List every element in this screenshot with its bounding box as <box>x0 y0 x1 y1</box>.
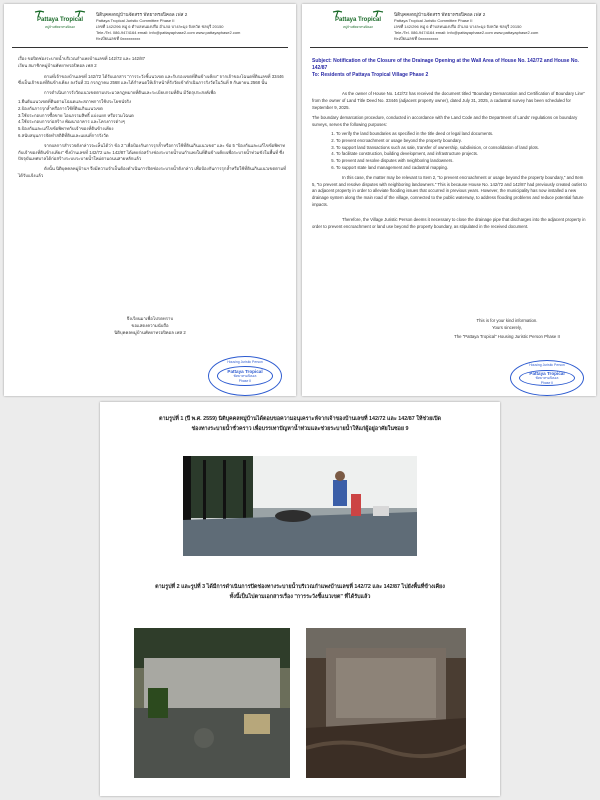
org-taxid: ทะเบียนเลขที่ 0xxxxxxxxx <box>394 36 439 41</box>
thai-recipient: เรียน สมาชิกหมู่บ้านพัทยาทรอปิคอล เฟส 2 <box>18 62 97 68</box>
caption-line: ตามรูปที่ 1 (ปี พ.ศ. 2559) นิติบุคคลหมู่บ้านได้ตอบขอความอนุเคราะห์จากเจ้าของบ้านเลขที่ 142/72 และ 142/87 ให้ช่วยเปิด <box>158 416 441 422</box>
letterhead <box>302 4 596 44</box>
logo-subtitle: หมู่บ้านพัทยาทรอปิคอล <box>343 25 373 29</box>
list-item: 2. To prevent encroachment or usage beyond the property boundary. <box>336 138 588 145</box>
header-rule <box>310 47 588 48</box>
logo-subtitle: หมู่บ้านพัทยาทรอปิคอล <box>45 25 75 29</box>
thai-letter-page <box>4 4 296 396</box>
english-letter-body <box>312 58 588 230</box>
photo-2-closed-wall <box>134 628 290 778</box>
stamp-top: Housing Juristic Person <box>227 360 263 364</box>
english-paragraph-3: In this case, the matter may be relevant to Item 2, "to prevent encroachment or usage beyond the property boundary," and Item 5, "to prevent and resolve disputes with neighboring landowners." This is because House No. 142/72 and 142/87 had previously created outlet to an adjacent property in order to alleviate flooding issues that occurred in previous years. However, the municipality has now installed a new drainage system along the main road of the village, connected to the public waterway, to address flooding problems and reduce potential future impacts. <box>312 174 587 207</box>
english-closing-1: This is for your kind information. <box>476 318 538 323</box>
english-signer: The "Pattaya Tropical" Housing Juristic Person Phase II <box>454 333 560 339</box>
photo-caption-2 <box>110 582 490 602</box>
palm-trees-icon <box>32 9 88 17</box>
list-item: 2.ป้องกันการรุกล้ำหรือการใช้ที่ดินเกินแนวเขต <box>18 105 103 111</box>
logo-name: Pattaya Tropical <box>334 17 382 23</box>
english-signature-block <box>422 318 592 340</box>
stamp-top: Housing Juristic Person <box>529 363 565 367</box>
logo-name: Pattaya Tropical <box>36 17 84 23</box>
closed-wall-image <box>134 628 290 778</box>
english-purpose-list <box>312 131 588 172</box>
caption-line: ตามรูปที่ 2 และรูปที่ 3 ได้มีการดำเนินการปิดช่องทางระบายน้ำบริเวณกำแพงบ้านเลขที่ 142/72 และ 142/87 ไปยังพื้นที่ข้างเคียง <box>155 584 445 590</box>
org-address: เลขที่ 142/296 หมู่ 6 ตำบลหนองปรือ อำเภอ บางละมุง จังหวัด ชลบุรี 20150 <box>96 24 224 29</box>
org-contact: Tele./Tel. 086-9474164 email: info@pattayaphase2.com www.pattayaphase2.com <box>96 30 241 35</box>
thai-paragraph-2: การดำเนินการรังวัดแนวเขตตามประมวลกฎหมายที่ดินและระเบียบกรมที่ดิน มีวัตถุประสงค์เพื่อ <box>44 90 216 96</box>
stamp-thai: พัทยาทรอปิคอล <box>233 374 257 379</box>
org-taxid: ทะเบียนเลขที่ 0xxxxxxxxx <box>96 36 141 41</box>
stamp-bottom: Phase II <box>238 378 252 383</box>
caption-line: ช่องทางระบายน้ำชั่วคราว เพื่อบรรเทาปัญหาน้ำท่วมและช่วยระบายน้ำให้แก่ผู้อยู่อาศัยในซอย 9 <box>191 426 409 432</box>
list-item: 1.ยืนยันแนวเขตที่ดินตามโฉนดและสภาพการใช้ประโยชน์จริง <box>18 98 132 104</box>
village-logo <box>330 11 386 41</box>
sealed-drain-image <box>306 628 466 778</box>
thai-closing: จึงเรียนมาเพื่อโปรดทราบ <box>126 316 174 321</box>
stamp-mid: Pattaya Tropical <box>227 368 263 374</box>
org-en: Pattaya Tropical Juristic Committee Phase II <box>394 18 473 23</box>
list-item: 1. To verify the land boundaries as specified in the title deed or legal land documents. <box>336 131 588 138</box>
list-item: 6.สนับสนุนการจัดทำสถิติที่ดินและแผนที่การรังวัด <box>18 132 109 138</box>
photo-caption-1 <box>110 414 490 434</box>
english-closing-2: Yours sincerely, <box>492 324 522 330</box>
juristic-stamp <box>510 360 584 396</box>
english-paragraph-2: The boundary demarcation procedure, conducted in accordance with the Land Code and the Department of Lands' regulations on boundary surveys, serves the following purposes: <box>312 115 578 128</box>
palm-trees-icon <box>330 9 386 17</box>
list-item: 3. To support land transactions such as sale, transfer of ownership, subdivision, or consolidation of land plots. <box>336 145 588 152</box>
org-address: เลขที่ 142/296 หมู่ 6 ตำบลหนองปรือ อำเภอ บางละมุง จังหวัด ชลบุรี 20150 <box>394 24 522 29</box>
thai-subject: เรื่อง ขอปิดช่องระบายน้ำบริเวณกำแพงบ้านเลขที่ 142/72 และ 142/87 <box>18 56 146 61</box>
english-paragraph-4: Therefore, the Village Juristic Person deems it necessary to close the drainage pipe that discharges into the adjacent property in order to prevent encroachment or land use beyond the property boundary, as stipulated in the received document. <box>312 216 586 229</box>
org-thai: นิติบุคคลหมู่บ้านจัดสรร พัทยาทรอปิคอล เฟส 2 <box>394 12 486 17</box>
letterhead-address-block <box>96 12 296 42</box>
stamp-mid: Pattaya Tropical <box>529 370 565 376</box>
thai-purpose-list <box>18 99 286 140</box>
caption-line: ทั้งนี้เป็นไปตามเอกสารเรื่อง "การระวังชี้แนวเขต" ที่ได้รับแล้ว <box>229 594 371 600</box>
stamp-thai: พัทยาทรอปิคอล <box>535 376 559 381</box>
list-item: 6. To support state land management and cadastral mapping. <box>336 165 588 172</box>
thai-paragraph-3: จากผลการสำรวจดังกล่าวจะเห็นได้ว่า ข้อ 2 "เพื่อป้องกันการรุกล้ำหรือการใช้ที่ดินเกินแนวเขต" และ ข้อ 5 "ป้องกันและแก้ไขข้อพิพาทกับเจ้าของที่ดินข้างเคียง" ซึ่งบ้านเลขที่ 142/72 และ 142/87 ได้เคยก่อสร้างช่องระบายน้ำบนกำแพงในที่ดินข้างเคียงเพื่อระบายน้ำท่วมขังในพื้นที่ ซึ่งปัจจุบันเทศบาลได้ก่อสร้างระบบระบายน้ำใหม่ตามถนนสายหลักแล้ว <box>18 142 286 162</box>
english-recipient: To: Residents of Pattaya Tropical Village Phase 2 <box>312 72 429 78</box>
thai-signature-block <box>4 316 296 336</box>
english-paragraph-1: As the owner of House No. 142/72 has received the document titled "Boundary Demarcation and Certification of Boundary Line" from the owner of Land Title Deed No. 33446 (adjacent property owner), dated July 31, 2025, a cadastral survey has been scheduled for September 9, 2025. <box>312 91 585 110</box>
thai-signer: นิติบุคคลหมู่บ้านพัทยาทรอปิคอล เฟส 2 <box>114 329 186 335</box>
org-contact: Tele./Tel. 086-9474164 email: info@pattayaphase2.com www.pattayaphase2.com <box>394 30 539 35</box>
photo-1-drain-opening <box>183 456 417 556</box>
photo-evidence-page <box>100 402 500 796</box>
letterhead <box>4 4 296 44</box>
list-item: 3.ใช้ประกอบการซื้อขาย โอนกรรมสิทธิ์ แบ่งแยก หรือรวมโฉนด <box>18 112 134 118</box>
thai-letter-body <box>18 56 286 180</box>
village-logo <box>32 11 88 41</box>
letterhead-address-block <box>394 12 594 42</box>
org-thai: นิติบุคคลหมู่บ้านจัดสรร พัทยาทรอปิคอล เฟส 2 <box>96 12 188 17</box>
list-item: 5.ป้องกันและแก้ไขข้อพิพาทกับเจ้าของที่ดินข้างเคียง <box>18 126 114 132</box>
list-item: 4. To facilitate construction, building development, and infrastructure projects. <box>336 151 588 158</box>
photo-3-sealed-drain <box>306 628 466 778</box>
workers-at-wall-image <box>183 456 417 556</box>
thai-regards: ขอแสดงความนับถือ <box>131 322 169 328</box>
thai-paragraph-1: ตามที่เจ้าของบ้านเลขที่ 142/72 ได้รับเอกสาร "การระวังชี้แนวเขต และรับรองเขตที่ดินข้างเคียง" จากเจ้าของโฉนดที่ดินเลขที่ 33446 ซึ่งเป็นเจ้าของที่ดินข้างเคียง ลงวันที่ 31 กรกฎาคม 2568 และได้กำหนดให้เจ้าหน้าที่รังวัดเข้าดำเนินการรังวัดในวันที่ 9 กันยายน 2568 นั้น <box>18 73 284 86</box>
org-en: Pattaya Tropical Juristic Committee Phase II <box>96 18 175 23</box>
stamp-bottom: Phase II <box>540 380 554 385</box>
list-item: 4.ใช้ประกอบการก่อสร้าง พัฒนาอาคาร และโครงการต่างๆ <box>18 119 126 125</box>
header-rule <box>12 47 288 48</box>
english-subject: Subject: Notification of the Closure of the Drainage Opening at the Wall Area of House No. 142/72 and House No. 142/87 <box>312 58 579 71</box>
juristic-stamp <box>208 356 282 396</box>
list-item: 5. To prevent and resolve disputes with neighboring landowners. <box>336 158 588 165</box>
english-letter-page <box>302 4 596 396</box>
thai-paragraph-4: ดังนั้น นิติบุคคลหมู่บ้านฯ จึงมีความจำเป็นต้องดำเนินการปิดช่องระบายน้ำดังกล่าว เพื่อป้องกันการรุกล้ำหรือใช้ที่ดินเกินแนวเขตตามที่ได้รับแจ้งแล้ว <box>18 166 286 178</box>
